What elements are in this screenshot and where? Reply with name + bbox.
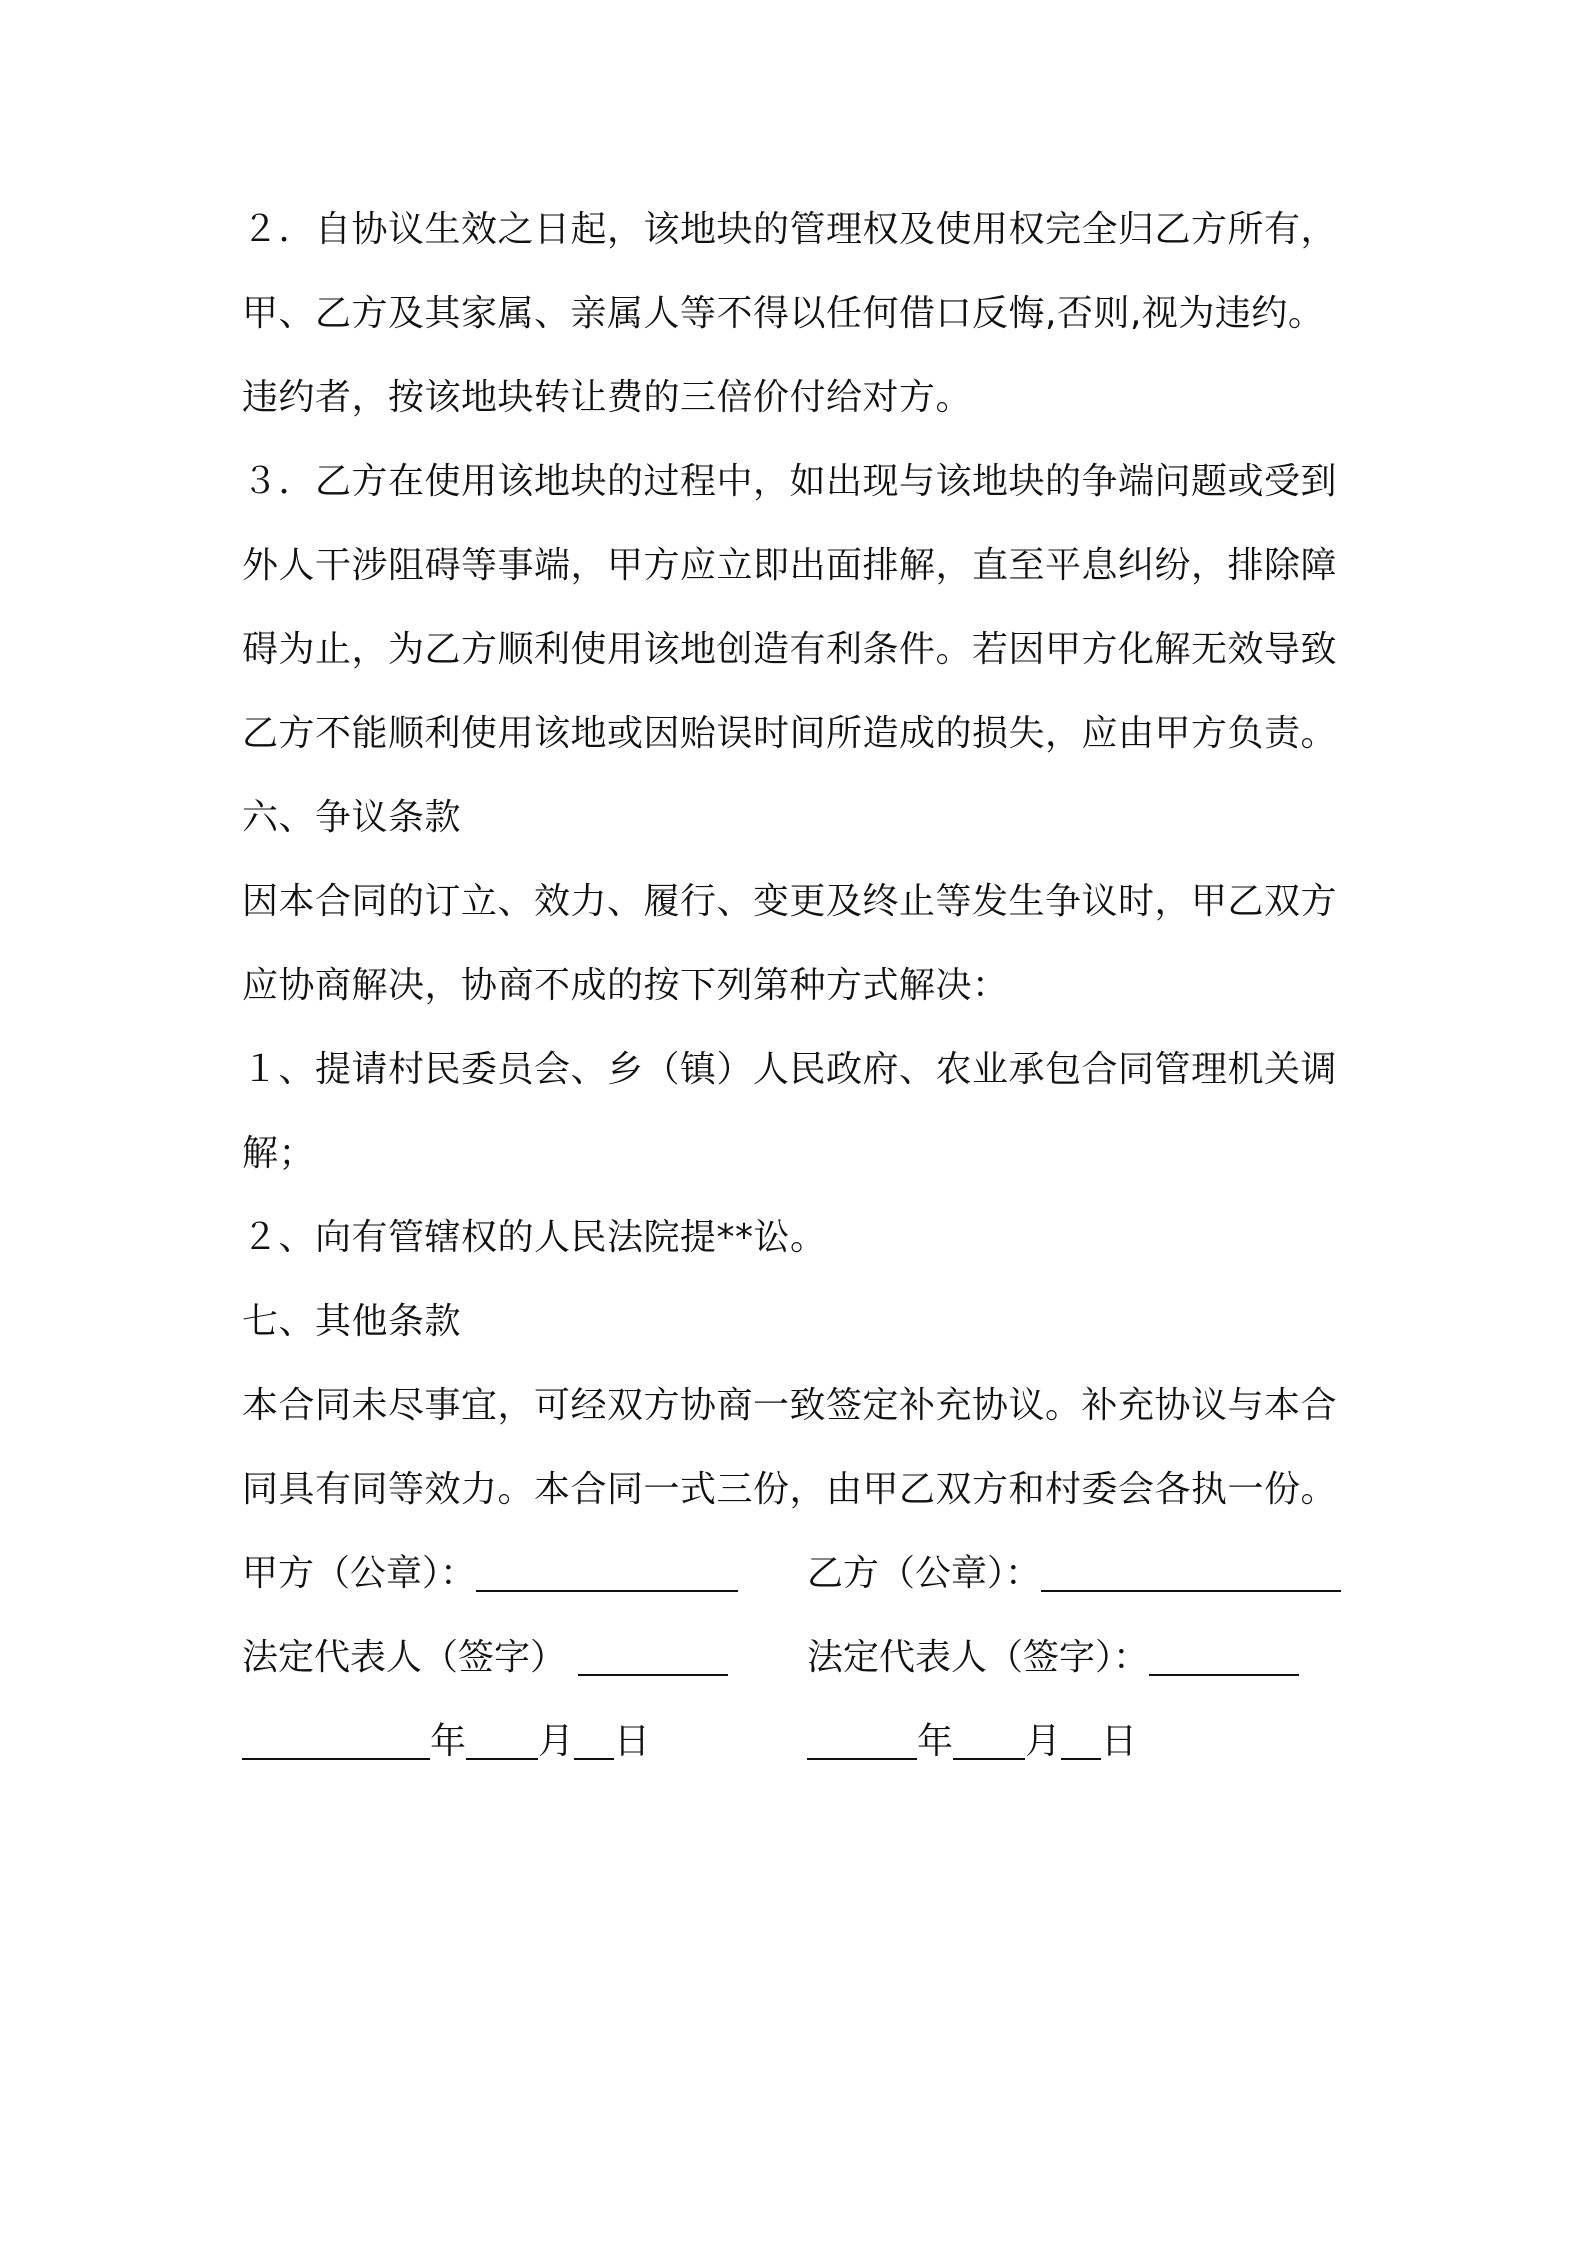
party-a-year-blank: [242, 1722, 430, 1760]
section-6-title: 六、争议条款: [242, 797, 462, 838]
signature-rep-row: [242, 1634, 1362, 1682]
section-7-body-line-1: 本合同未尽事宜，可经双方协商一致签定补充协议。补充协议与本合: [242, 1385, 1338, 1426]
party-b-year-blank: [807, 1722, 917, 1760]
party-a-seal: [242, 1550, 738, 1598]
party-b-day-blank: [1061, 1722, 1101, 1760]
party-b-rep-blank: [1149, 1638, 1299, 1676]
party-a-rep-blank: [578, 1638, 728, 1676]
section-6-body-line-2: 应协商解决，协商不成的按下列第种方式解决：: [242, 965, 1009, 1006]
party-b-month-label: 月: [1025, 1721, 1062, 1762]
clause-2-line-3: 违约者，按该地块转让费的三倍价付给对方。: [242, 377, 973, 418]
party-a-day-label: 日: [614, 1721, 651, 1762]
party-b-seal-label: 乙方（公章）：: [807, 1553, 1042, 1594]
party-a-month-blank: [466, 1722, 538, 1760]
party-b-seal-blank: [1041, 1554, 1341, 1592]
signature-seal-row: [242, 1550, 1362, 1598]
clause-2-line-1: ２．自协议生效之日起，该地块的管理权及使用权完全归乙方所有，: [242, 209, 1338, 250]
party-b-seal: [807, 1550, 1341, 1598]
signature-date-row: [242, 1718, 1362, 1766]
clause-3-line-3: 碍为止，为乙方顺利使用该地创造有利条件。若因甲方化解无效导致: [242, 629, 1338, 670]
party-b-year-label: 年: [917, 1721, 954, 1762]
party-a-year-label: 年: [430, 1721, 467, 1762]
section-6-body-line-1: 因本合同的订立、效力、履行、变更及终止等发生争议时，甲乙双方: [242, 881, 1338, 922]
section-6-option-1-line-1: １、提请村民委员会、乡（镇）人民政府、农业承包合同管理机关调: [242, 1049, 1338, 1090]
section-6-option-1-line-2: 解；: [242, 1133, 316, 1174]
party-a-month-label: 月: [538, 1721, 575, 1762]
party-a-rep-label: 法定代表人（签字）: [242, 1637, 567, 1678]
clause-2-line-2: 甲、乙方及其家属、亲属人等不得以任何借口反悔,否则,视为违约。: [242, 293, 1325, 334]
party-a-seal-blank: [476, 1554, 738, 1592]
party-a-seal-label: 甲方（公章）：: [242, 1553, 477, 1594]
party-b-day-label: 日: [1101, 1721, 1138, 1762]
party-b-rep: [807, 1634, 1299, 1682]
section-7-title: 七、其他条款: [242, 1301, 462, 1342]
section-7-body-line-2: 同具有同等效力。本合同一式三份，由甲乙双方和村委会各执一份。: [242, 1469, 1338, 1510]
party-b-month-blank: [953, 1722, 1025, 1760]
party-a-date: [242, 1718, 650, 1766]
party-a-rep: [242, 1634, 728, 1682]
clause-3-line-1: ３．乙方在使用该地块的过程中，如出现与该地块的争端问题或受到: [242, 461, 1338, 502]
party-a-day-blank: [574, 1722, 614, 1760]
clause-3-line-2: 外人干涉阻碍等事端，甲方应立即出面排解，直至平息纠纷，排除障: [242, 545, 1338, 586]
clause-3-line-4: 乙方不能顺利使用该地或因贻误时间所造成的损失，应由甲方负责。: [242, 713, 1338, 754]
party-b-rep-label: 法定代表人（签字）：: [807, 1637, 1150, 1678]
section-6-option-2: ２、向有管辖权的人民法院提**讼。: [242, 1217, 827, 1258]
party-b-date: [807, 1718, 1137, 1766]
